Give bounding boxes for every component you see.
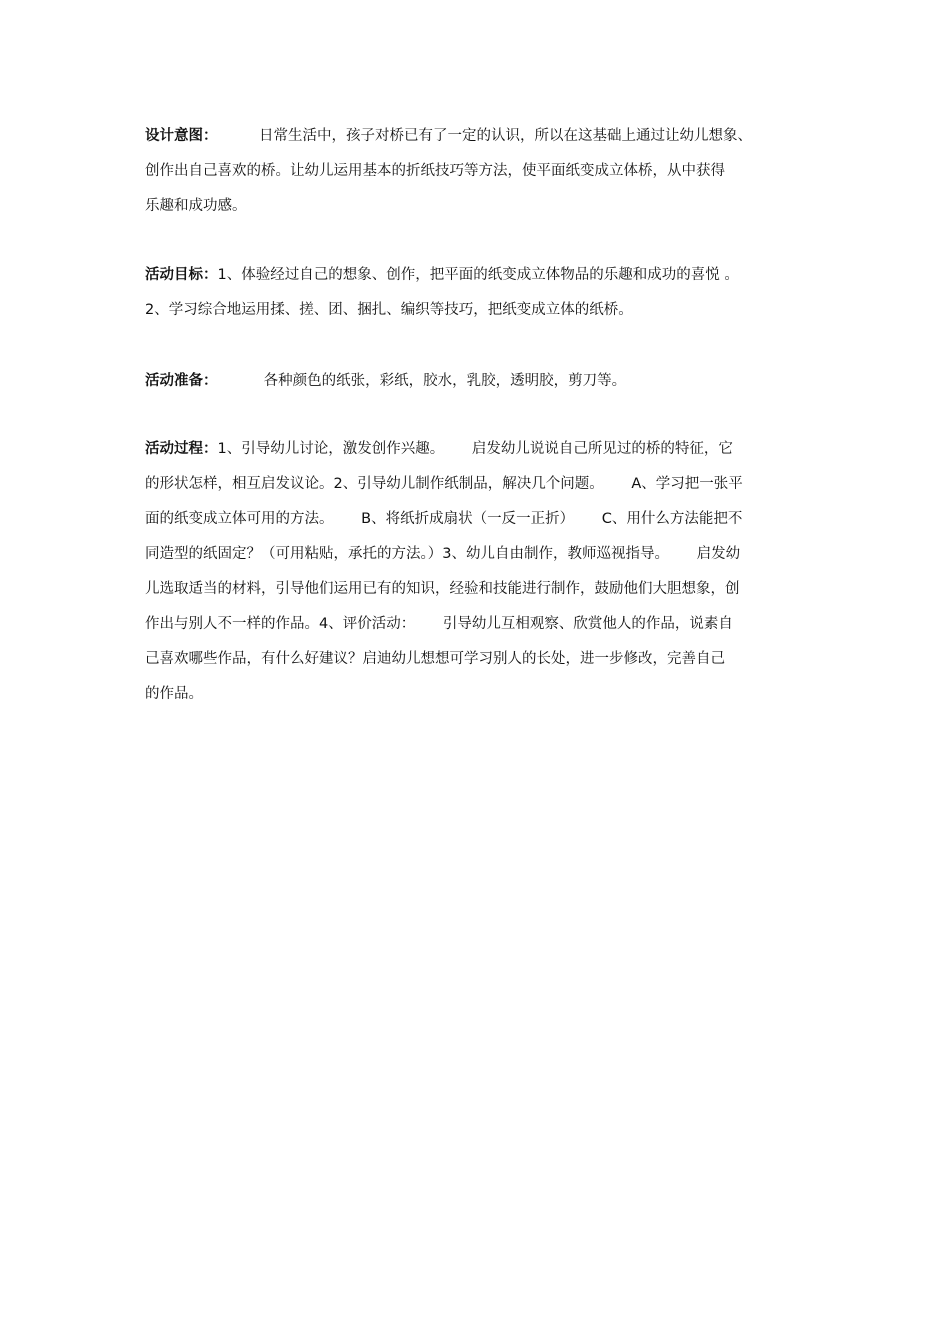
activity-goal-line-1 — [145, 258, 815, 293]
design-intent-section — [145, 119, 815, 224]
activity-process-section — [145, 432, 815, 712]
activity-process-text: 1、引导幼儿讨论，激发创作兴趣。 启发幼儿说说自己所见过的桥的特征，它 — [217, 441, 733, 457]
design-intent-line-2: 创作出自己喜欢的桥。让幼儿运用基本的折纸技巧等方法，使平面纸变成立体桥，从中获得 — [145, 163, 725, 179]
design-intent-label: 设计意图： — [145, 128, 218, 144]
activity-process-line-2: 的形状怎样，相互启发议论。2、引导幼儿制作纸制品，解决几个问题。 A、学习把一张平 — [145, 476, 743, 492]
activity-process-line-5: 儿选取适当的材料，引导他们运用已有的知识，经验和技能进行制作，鼓励他们大胆想象，创 — [145, 581, 740, 597]
activity-process-line-6: 作出与别人不一样的作品。4、评价活动： 引导幼儿互相观察、欣赏他人的作品，说素自 — [145, 616, 733, 632]
design-intent-text: 日常生活中，孩子对桥已有了一定的认识，所以在这基础上通过让幼儿想象、 — [217, 128, 752, 144]
activity-prep-section — [145, 364, 815, 399]
activity-process-line-7: 己喜欢哪些作品，有什么好建议？启迪幼儿想想可学习别人的长处，进一步修改，完善自己 — [145, 651, 725, 667]
activity-prep-line-1 — [145, 364, 815, 399]
activity-process-line-4: 同造型的纸固定？（可用粘贴，承托的方法。）3、幼儿自由制作，教师巡视指导。 启发幼 — [145, 546, 741, 562]
activity-prep-label: 活动准备： — [145, 373, 218, 389]
design-intent-line-1 — [145, 119, 815, 154]
activity-goal-section — [145, 258, 815, 328]
activity-process-line-1 — [145, 432, 815, 467]
activity-process-line-8: 的作品。 — [145, 686, 203, 702]
activity-prep-text: 各种颜色的纸张，彩纸，胶水，乳胶，透明胶，剪刀等。 — [217, 373, 627, 389]
activity-goal-line-2: 2、学习综合地运用揉、搓、团、捆扎、编织等技巧，把纸变成立体的纸桥。 — [145, 302, 633, 318]
activity-process-label: 活动过程： — [145, 441, 218, 457]
design-intent-line-3: 乐趣和成功感。 — [145, 198, 247, 214]
activity-goal-label: 活动目标： — [145, 267, 218, 283]
activity-goal-text: 1、体验经过自己的想象、创作，把平面的纸变成立体物品的乐趣和成功的喜悦 。 — [217, 267, 739, 283]
activity-process-line-3: 面的纸变成立体可用的方法。 B、将纸折成扇状（一反一正折） C、用什么方法能把不 — [145, 511, 743, 527]
